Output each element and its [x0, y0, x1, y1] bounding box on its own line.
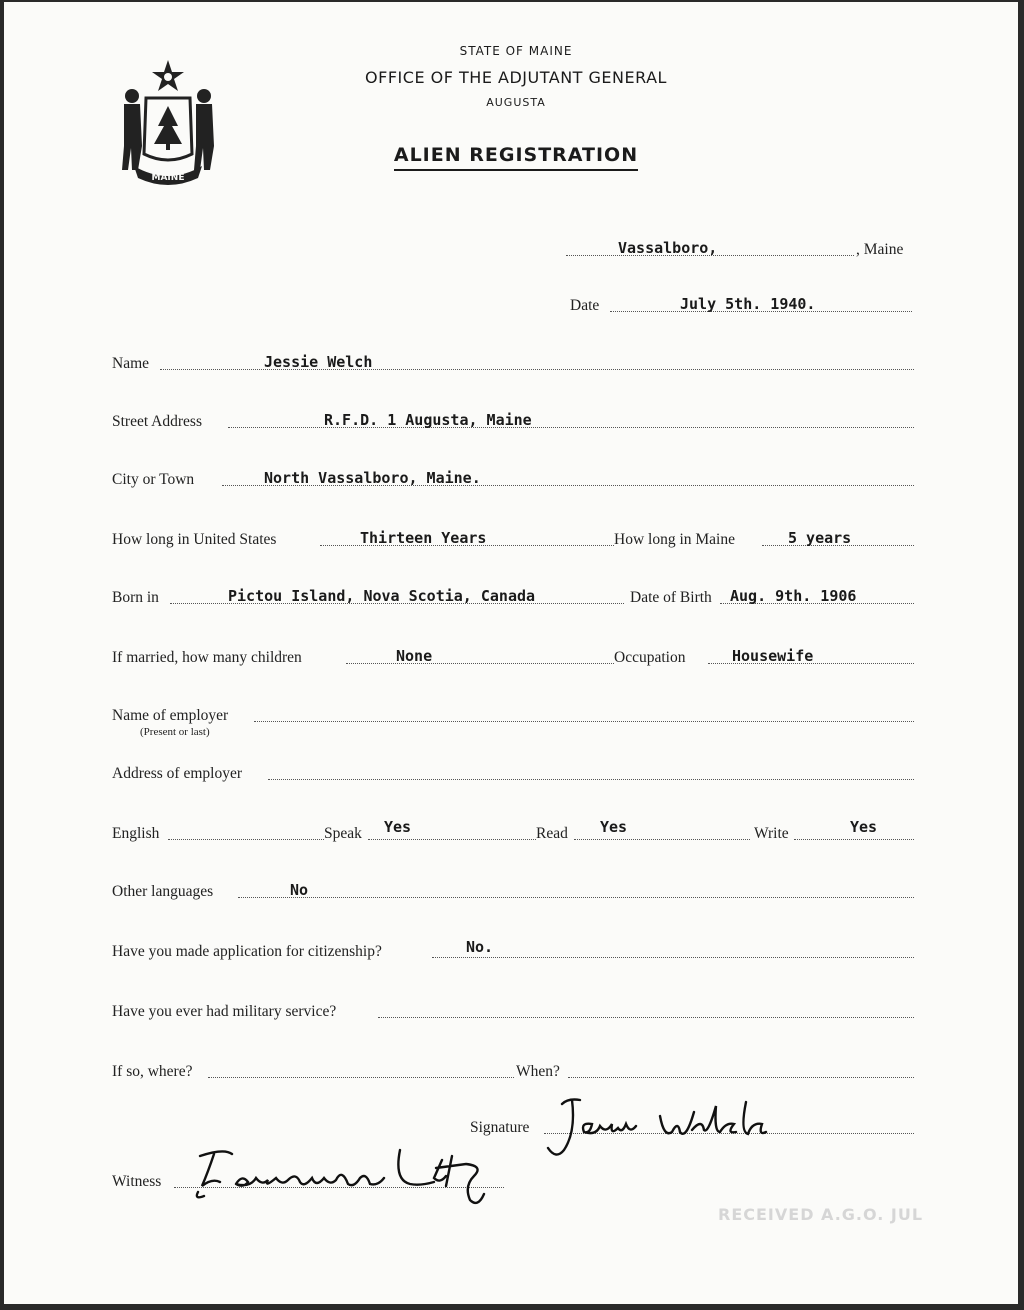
other-languages-value: No [290, 881, 309, 899]
applicant-signature [540, 1079, 790, 1164]
me-duration-value: 5 years [788, 529, 852, 547]
children-label: If married, how many children [112, 649, 302, 666]
svg-text:Fessenden Lutz: Fessenden Lutz [184, 1129, 284, 1146]
office-heading: OFFICE OF THE ADJUTANT GENERAL [365, 68, 667, 87]
street-address-value: R.F.D. 1 Augusta, Maine [324, 411, 532, 429]
us-duration-label: How long in United States [112, 531, 277, 548]
employer-name-label: Name of employer [112, 707, 229, 724]
witness-signature [184, 1129, 514, 1212]
english-line [112, 820, 914, 846]
when-label: When? [516, 1063, 560, 1080]
citizenship-value: No. [466, 938, 494, 956]
write-value: Yes [850, 818, 878, 836]
occupation-value: Housewife [732, 647, 814, 665]
date-label: Date [570, 297, 600, 314]
read-value: Yes [600, 818, 628, 836]
city-town-value: North Vassalboro, Maine. [264, 469, 481, 487]
citizenship-label: Have you made application for citizenship? [112, 943, 382, 960]
date-value: July 5th. 1940. [680, 295, 816, 313]
where-label: If so, where? [112, 1063, 193, 1080]
street-address-line [112, 408, 914, 434]
city-town-line [112, 466, 914, 492]
employer-address-line [112, 760, 914, 786]
employer-name-line [112, 702, 914, 728]
form-title: ALIEN REGISTRATION [304, 144, 728, 166]
date-line [570, 292, 912, 318]
birth-line [112, 584, 914, 610]
english-label: English [112, 825, 160, 842]
street-address-label: Street Address [112, 413, 202, 430]
place-line [566, 236, 916, 262]
us-duration-value: Thirteen Years [360, 529, 487, 547]
seal-banner-text: MAINE [151, 173, 185, 183]
children-occupation-line [112, 644, 914, 670]
other-languages-label: Other languages [112, 883, 214, 900]
occupation-label: Occupation [614, 649, 686, 666]
write-label: Write [754, 825, 789, 842]
employer-address-label: Address of employer [112, 765, 242, 782]
citizenship-line [112, 938, 914, 964]
military-label: Have you ever had military service? [112, 1003, 337, 1020]
signature-label: Signature [470, 1119, 530, 1136]
duration-line [112, 526, 914, 552]
speak-label: Speak [324, 825, 362, 842]
state-heading: STATE OF MAINE [459, 44, 573, 58]
dob-label: Date of Birth [630, 589, 712, 606]
me-duration-label: How long in Maine [614, 531, 735, 548]
witness-label: Witness [112, 1173, 162, 1190]
name-value: Jessie Welch [264, 353, 373, 371]
maine-state-seal-icon [112, 54, 224, 184]
name-line [112, 350, 914, 376]
children-value: None [396, 647, 433, 665]
read-label: Read [536, 825, 568, 842]
city-heading: AUGUSTA [486, 96, 546, 109]
dob-value: Aug. 9th. 1906 [730, 587, 857, 605]
place-value: Vassalboro, [618, 239, 718, 257]
other-languages-line [112, 878, 914, 904]
born-in-label: Born in [112, 589, 159, 606]
born-in-value: Pictou Island, Nova Scotia, Canada [228, 587, 536, 605]
name-label: Name [112, 355, 150, 372]
employer-name-sublabel: (Present or last) [140, 726, 210, 738]
svg-text:RECEIVED A.G.O. JUL: RECEIVED A.G.O. JUL [718, 1205, 924, 1224]
svg-text:Jessie Welch: Jessie Welch [540, 1079, 622, 1096]
received-stamp [714, 1198, 924, 1226]
alien-registration-form [4, 2, 1018, 1304]
city-town-label: City or Town [112, 471, 195, 488]
place-suffix: , Maine [856, 241, 904, 258]
speak-value: Yes [384, 818, 412, 836]
military-line [112, 998, 914, 1024]
where-when-line [112, 1058, 914, 1084]
